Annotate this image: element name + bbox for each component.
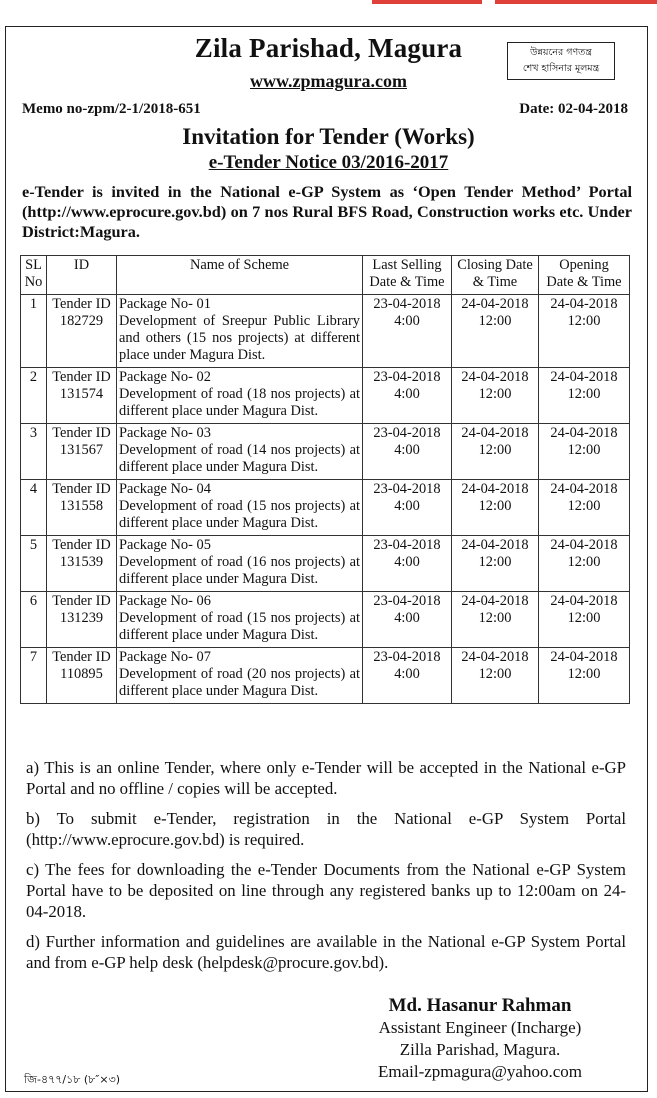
tender-id-value: 131558 bbox=[59, 498, 104, 514]
cell-sl: 2 bbox=[21, 368, 47, 424]
cell-tender-id bbox=[47, 424, 117, 480]
package-number: Package No- 02 bbox=[119, 369, 211, 385]
signatory-name: Md. Hasanur Rahman bbox=[388, 995, 572, 1016]
closing-time: 12:00 bbox=[478, 498, 512, 514]
opening-date: 24-04-2018 bbox=[550, 296, 618, 312]
top-strip bbox=[0, 0, 657, 14]
closing-date: 24-04-2018 bbox=[461, 481, 529, 497]
cell-scheme bbox=[117, 536, 363, 592]
tender-id-label: Tender ID bbox=[52, 481, 111, 497]
table-row bbox=[21, 295, 630, 368]
col-last-selling: Last Selling Date & Time bbox=[363, 256, 452, 295]
slogan-box bbox=[507, 42, 615, 80]
scheme-description: Development of road (16 nos projects) at different place under Magura Dist. bbox=[119, 554, 360, 587]
col-id: ID bbox=[47, 256, 117, 295]
notice-number: e-Tender Notice 03/2016-2017 bbox=[208, 152, 449, 173]
scheme-description: Development of road (15 nos projects) at different place under Magura Dist. bbox=[119, 498, 360, 531]
closing-time: 12:00 bbox=[478, 554, 512, 570]
red-bar-right bbox=[495, 0, 657, 4]
signature-block bbox=[340, 995, 620, 1083]
closing-date: 24-04-2018 bbox=[461, 296, 529, 312]
tender-id-value: 131567 bbox=[59, 442, 104, 458]
opening-date: 24-04-2018 bbox=[550, 537, 618, 553]
signatory-office: Zilla Parishad, Magura. bbox=[399, 1040, 561, 1059]
cell-closing bbox=[452, 424, 539, 480]
opening-date: 24-04-2018 bbox=[550, 593, 618, 609]
closing-date: 24-04-2018 bbox=[461, 649, 529, 665]
selling-date: 23-04-2018 bbox=[373, 537, 441, 553]
package-number: Package No- 03 bbox=[119, 425, 211, 441]
cell-closing bbox=[452, 368, 539, 424]
opening-time: 12:00 bbox=[567, 666, 601, 682]
opening-time: 12:00 bbox=[567, 498, 601, 514]
package-number: Package No- 07 bbox=[119, 649, 211, 665]
cell-opening bbox=[539, 480, 630, 536]
cell-last-selling bbox=[363, 480, 452, 536]
table-row bbox=[21, 536, 630, 592]
footer-code: জি-৪৭৭/১৮ (৮″×৩) bbox=[24, 1073, 121, 1086]
cell-opening bbox=[539, 592, 630, 648]
selling-date: 23-04-2018 bbox=[373, 593, 441, 609]
closing-date: 24-04-2018 bbox=[461, 425, 529, 441]
cell-last-selling bbox=[363, 368, 452, 424]
notes-section bbox=[26, 757, 626, 982]
tender-id-value: 182729 bbox=[59, 313, 104, 329]
cell-last-selling bbox=[363, 295, 452, 368]
cell-tender-id bbox=[47, 536, 117, 592]
selling-date: 23-04-2018 bbox=[373, 649, 441, 665]
cell-opening bbox=[539, 295, 630, 368]
col-opening: Opening Date & Time bbox=[539, 256, 630, 295]
closing-time: 12:00 bbox=[478, 666, 512, 682]
cell-scheme bbox=[117, 424, 363, 480]
cell-sl: 1 bbox=[21, 295, 47, 368]
cell-sl: 3 bbox=[21, 424, 47, 480]
tender-id-value: 131539 bbox=[59, 554, 104, 570]
tender-id-label: Tender ID bbox=[52, 296, 111, 312]
cell-scheme bbox=[117, 295, 363, 368]
cell-opening bbox=[539, 536, 630, 592]
closing-time: 12:00 bbox=[478, 386, 512, 402]
opening-date: 24-04-2018 bbox=[550, 481, 618, 497]
selling-date: 23-04-2018 bbox=[373, 481, 441, 497]
cell-opening bbox=[539, 424, 630, 480]
cell-closing bbox=[452, 295, 539, 368]
opening-date: 24-04-2018 bbox=[550, 649, 618, 665]
selling-date: 23-04-2018 bbox=[373, 425, 441, 441]
notice-date: Date: 02-04-2018 bbox=[519, 101, 628, 117]
selling-date: 23-04-2018 bbox=[373, 369, 441, 385]
selling-time: 4:00 bbox=[394, 554, 420, 570]
scheme-description: Development of road (18 nos projects) at different place under Magura Dist. bbox=[119, 386, 360, 419]
cell-closing bbox=[452, 648, 539, 704]
cell-opening bbox=[539, 648, 630, 704]
note-c: c) The fees for downloading the e-Tender Documents from the National e-GP System Portal have to be deposited on line through any registered banks up to 12:00am on 24-04-2018. bbox=[26, 860, 626, 921]
cell-tender-id bbox=[47, 480, 117, 536]
opening-date: 24-04-2018 bbox=[550, 369, 618, 385]
cell-sl: 6 bbox=[21, 592, 47, 648]
opening-date: 24-04-2018 bbox=[550, 425, 618, 441]
selling-time: 4:00 bbox=[394, 313, 420, 329]
table-header-row bbox=[21, 256, 630, 295]
selling-time: 4:00 bbox=[394, 666, 420, 682]
scheme-description: Development of Sreepur Public Library and others (15 nos projects) at different place under Magura Dist. bbox=[119, 313, 360, 363]
package-number: Package No- 06 bbox=[119, 593, 211, 609]
col-closing: Closing Date & Time bbox=[452, 256, 539, 295]
table-row bbox=[21, 648, 630, 704]
cell-tender-id bbox=[47, 648, 117, 704]
cell-last-selling bbox=[363, 424, 452, 480]
opening-time: 12:00 bbox=[567, 386, 601, 402]
cell-opening bbox=[539, 368, 630, 424]
cell-tender-id bbox=[47, 592, 117, 648]
package-number: Package No- 01 bbox=[119, 296, 211, 312]
closing-time: 12:00 bbox=[478, 610, 512, 626]
tender-table bbox=[20, 255, 630, 704]
tender-id-label: Tender ID bbox=[52, 369, 111, 385]
table-row bbox=[21, 368, 630, 424]
package-number: Package No- 04 bbox=[119, 481, 211, 497]
table-row bbox=[21, 592, 630, 648]
tender-id-label: Tender ID bbox=[52, 537, 111, 553]
table-row bbox=[21, 480, 630, 536]
selling-time: 4:00 bbox=[394, 386, 420, 402]
scheme-description: Development of road (15 nos projects) at different place under Magura Dist. bbox=[119, 610, 360, 643]
tender-id-value: 110895 bbox=[60, 666, 103, 682]
cell-closing bbox=[452, 592, 539, 648]
cell-scheme bbox=[117, 368, 363, 424]
cell-closing bbox=[452, 480, 539, 536]
cell-scheme bbox=[117, 480, 363, 536]
invitation-heading: Invitation for Tender (Works) bbox=[182, 124, 475, 149]
scheme-description: Development of road (14 nos projects) at different place under Magura Dist. bbox=[119, 442, 360, 475]
red-bar-left bbox=[372, 0, 482, 4]
cell-sl: 7 bbox=[21, 648, 47, 704]
signatory-email[interactable]: Email-zpmagura@yahoo.com bbox=[378, 1062, 582, 1081]
cell-last-selling bbox=[363, 648, 452, 704]
package-number: Package No- 05 bbox=[119, 537, 211, 553]
office-title: Zila Parishad, Magura bbox=[194, 33, 463, 63]
opening-time: 12:00 bbox=[567, 313, 601, 329]
col-scheme: Name of Scheme bbox=[117, 256, 363, 295]
memo-number: Memo no-zpm/2-1/2018-651 bbox=[22, 101, 201, 117]
note-a: a) This is an online Tender, where only e-Tender will be accepted in the National e-GP Portal and no offline / copies will be accepted. bbox=[26, 758, 626, 798]
slogan-line-2: শেখ হাসিনার মূলমন্ত্র bbox=[522, 63, 600, 74]
tender-id-label: Tender ID bbox=[52, 649, 111, 665]
note-d: d) Further information and guidelines are available in the National e-GP System Portal and from e-GP help desk (helpdesk@procure.gov.bd). bbox=[26, 932, 626, 972]
tender-id-value: 131239 bbox=[59, 610, 104, 626]
opening-time: 12:00 bbox=[567, 442, 601, 458]
closing-time: 12:00 bbox=[478, 442, 512, 458]
col-sl: SL No bbox=[21, 256, 47, 295]
cell-last-selling bbox=[363, 536, 452, 592]
selling-time: 4:00 bbox=[394, 498, 420, 514]
intro-paragraph: e-Tender is invited in the National e-GP System as ‘Open Tender Method’ Portal (http://www.eprocure.gov.bd) on 7 nos Rural BFS Road, Construction works etc. Under District:Magura. bbox=[22, 182, 632, 241]
tender-id-label: Tender ID bbox=[52, 593, 111, 609]
closing-date: 24-04-2018 bbox=[461, 369, 529, 385]
website-link[interactable]: www.zpmagura.com bbox=[250, 71, 407, 91]
cell-scheme bbox=[117, 592, 363, 648]
cell-scheme bbox=[117, 648, 363, 704]
cell-last-selling bbox=[363, 592, 452, 648]
opening-time: 12:00 bbox=[567, 610, 601, 626]
cell-sl: 5 bbox=[21, 536, 47, 592]
selling-date: 23-04-2018 bbox=[373, 296, 441, 312]
tender-id-label: Tender ID bbox=[52, 425, 111, 441]
opening-time: 12:00 bbox=[567, 554, 601, 570]
cell-tender-id bbox=[47, 295, 117, 368]
cell-sl: 4 bbox=[21, 480, 47, 536]
closing-date: 24-04-2018 bbox=[461, 593, 529, 609]
signatory-designation: Assistant Engineer (Incharge) bbox=[378, 1018, 582, 1037]
cell-tender-id bbox=[47, 368, 117, 424]
selling-time: 4:00 bbox=[394, 442, 420, 458]
note-b: b) To submit e-Tender, registration in the National e-GP System Portal (http://www.eprocure.gov.bd) is required. bbox=[26, 809, 626, 849]
selling-time: 4:00 bbox=[394, 610, 420, 626]
slogan-line-1: উন্নয়নের গণতন্ত্র bbox=[530, 47, 592, 58]
cell-closing bbox=[452, 536, 539, 592]
table-row bbox=[21, 424, 630, 480]
scheme-description: Development of road (20 nos projects) at different place under Magura Dist. bbox=[119, 666, 360, 699]
closing-date: 24-04-2018 bbox=[461, 537, 529, 553]
closing-time: 12:00 bbox=[478, 313, 512, 329]
tender-id-value: 131574 bbox=[59, 386, 104, 402]
